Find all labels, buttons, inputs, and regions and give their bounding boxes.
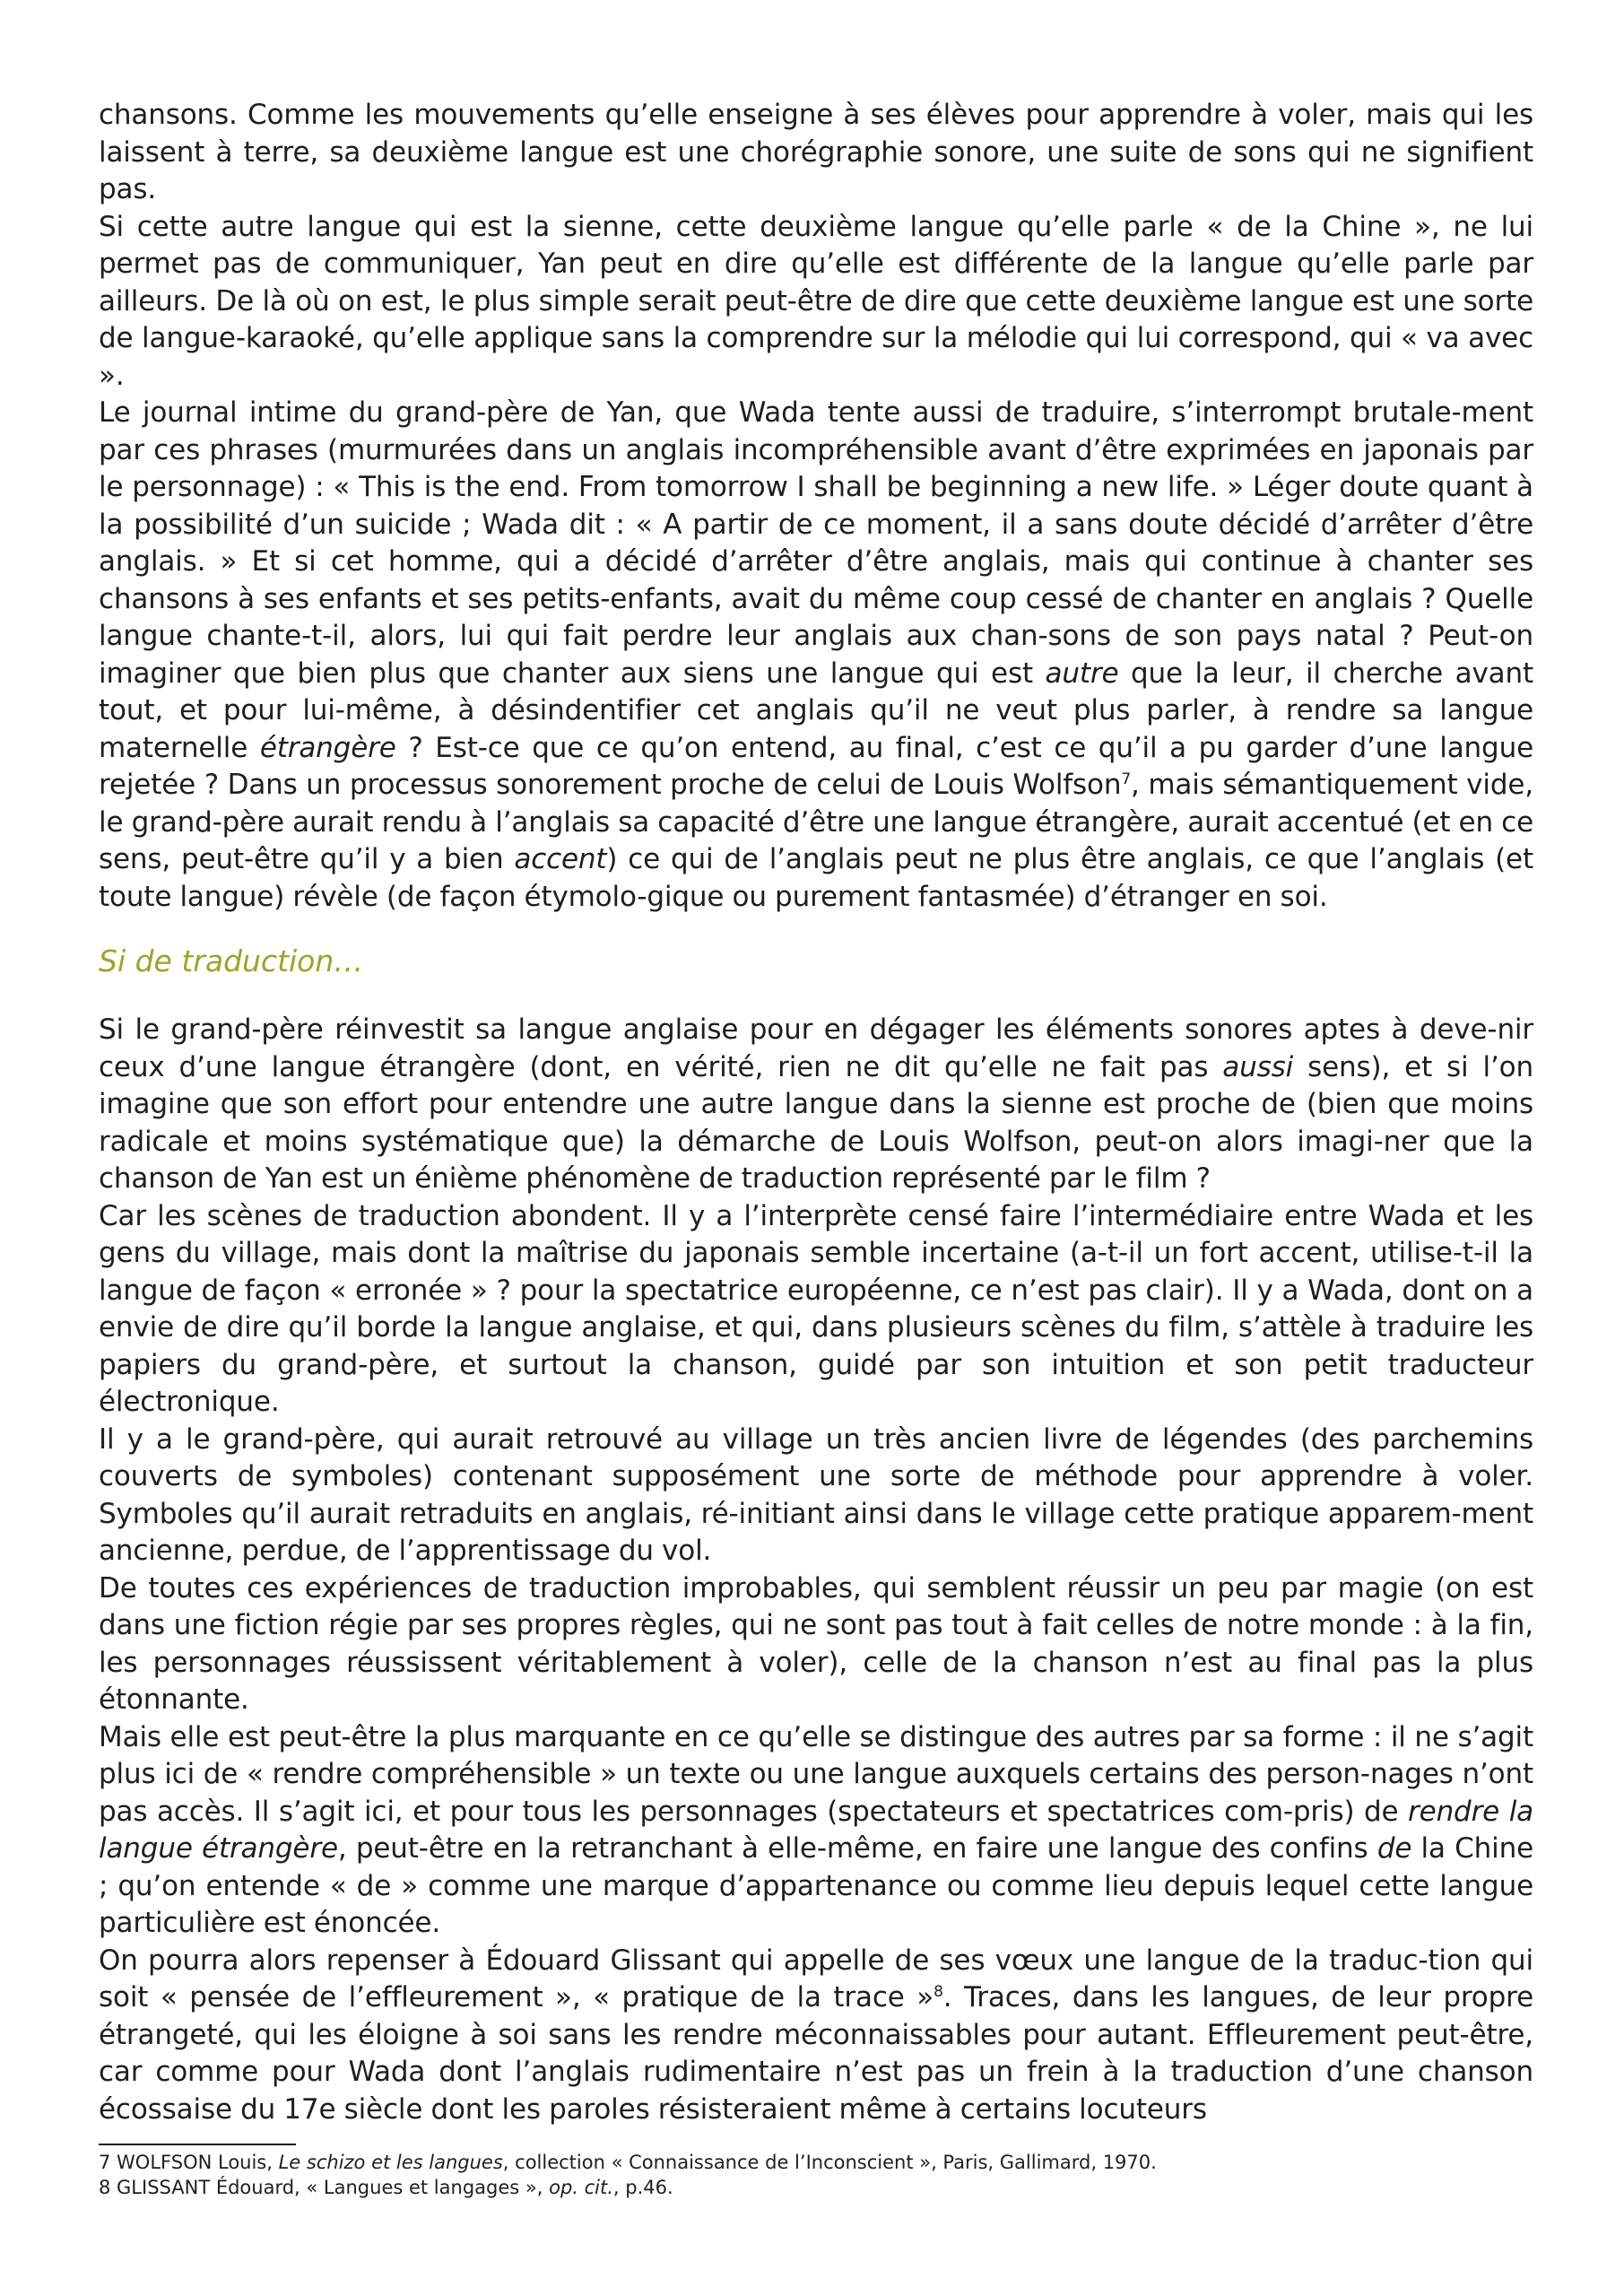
text-run: que la leur, il cherche avant tout, et pour lui-même, à désindentifier cet anglais qu’il ne veut plus parler, à rendre sa langue maternelle <box>99 657 1533 764</box>
paragraph <box>99 1719 1533 1943</box>
emphasis: autre <box>1045 657 1119 690</box>
paragraph <box>99 1012 1533 1198</box>
footnote-ref: 7 <box>1121 770 1132 788</box>
footnote-separator <box>99 2144 296 2145</box>
paragraph: Il y a le grand-père, qui aurait retrouvé au village un très ancien livre de légendes (des parchemins couverts de symboles) contenant supposément une sorte de méthode pour apprendre à voler. Symboles qu’il aurait retraduits en anglais, ré-initiant ainsi dans le village cette pratique apparem-ment ancienne, perdue, de l’apprentissage du vol. <box>99 1422 1533 1567</box>
text-run: Le journal intime du grand-père de Yan, que Wada tente aussi de traduire, s’interrompt brutale-ment par ces phrases (murmurées dans un anglais incompréhensible avant d’être exprimées en japonais par le personnage) : « This is the end. From tomorrow I shall be beginning a new life. » Léger doute quant à la possibilité d’un suicide ; Wada dit : « A partir de ce moment, il a sans doute décidé d’arrêter d’être anglais. » Et si cet homme, qui a décidé d’arrêter d’être anglais, mais qui continue à chanter ses chansons à ses enfants et ses petits-enfants, avait du même coup cessé de chanter en anglais ? Quelle langue chante-t-il, alors, lui qui fait perdre leur anglais aux chan-sons de son pays natal ? Peut-on imaginer que bien plus que chanter aux siens une langue qui est <box>99 396 1533 690</box>
text-run: sens), et si l’on imagine que son effort pour entendre une autre langue dans la sienne est proche de (bien que moins radicale et moins systématique que) la démarche de Louis Wolfson, peut-on alors imagi-ner que la chanson de Yan est un énième phénomène de traduction représenté par le film ? <box>99 1050 1533 1195</box>
paragraph <box>99 395 1533 916</box>
footnote-8 <box>99 2175 1533 2200</box>
text-run: 7 WOLFSON Louis, <box>99 2152 279 2173</box>
text-run: 8 GLISSANT Édouard, « Langues et langages », <box>99 2177 550 2198</box>
paragraph: Si cette autre langue qui est la sienne, cette deuxième langue qu’elle parle « de la Chine », ne lui permet pas de communiquer, Yan peut en dire qu’elle est différente de la langue qu’elle parle par ailleurs. De là où on est, le plus simple serait peut-être de dire que cette deuxième langue est une sorte de langue-karaoké, qu’elle applique sans la comprendre sur la mélodie qui lui correspond, qui « va avec ». <box>99 210 1533 392</box>
text-run: , peut-être en la retranchant à elle-même, en faire une langue des confins <box>337 1832 1377 1865</box>
emphasis: rendre la langue étrangère <box>99 1795 1533 1865</box>
text-run: la Chine ; qu’on entende « de » comme une marque d’appartenance ou comme lieu depuis lequel cette langue particulière est énoncée. <box>99 1832 1534 1939</box>
footnotes <box>99 2150 1533 2200</box>
emphasis: Le schizo et les langues <box>278 2152 503 2173</box>
text-run: Mais elle est peut-être la plus marquante en ce qu’elle se distingue des autres par sa forme : il ne s’agit plus ici de « rendre compréhensible » un texte ou une langue auxquels certains des person-nages n’ont pas accès. Il s’agit ici, et pour tous les personnages (spectateurs et spectatrices com-pris) de <box>99 1720 1533 1828</box>
document-body <box>99 97 1533 2128</box>
paragraph <box>99 1943 1533 2129</box>
paragraph: chansons. Comme les mouvements qu’elle enseigne à ses élèves pour apprendre à voler, mais qui les laissent à terre, sa deuxième langue est une chorégraphie sonore, une suite de sons qui ne signifient pas. <box>99 99 1533 205</box>
footnote-7 <box>99 2150 1533 2175</box>
text-run: , collection « Connaissance de l’Inconscient », Paris, Gallimard, 1970. <box>502 2152 1157 2173</box>
footnote-ref: 8 <box>934 1983 943 2001</box>
section-heading: Si de traduction… <box>99 944 364 978</box>
paragraph: Car les scènes de traduction abondent. Il y a l’interprète censé faire l’intermédiaire entre Wada et les gens du village, mais dont la maîtrise du japonais semble incertaine (a-t-il un fort accent, utilise-t-il la langue de façon « erronée » ? pour la spectatrice européenne, ce n’est pas clair). Il y a Wada, dont on a envie de dire qu’il borde la langue anglaise, et qui, dans plusieurs scènes du film, s’attèle à traduire les papiers du grand-père, et surtout la chanson, guidé par son intuition et son petit traducteur électronique. <box>99 1199 1533 1418</box>
text-run: ? Est-ce que ce qu’on entend, au final, c’est ce qu’il a pu garder d’une langue rejetée ? Dans un processus sonorement proche de celui de Louis Wolfson <box>99 731 1534 801</box>
text-run: , mais sémantiquement vide, le grand-père aurait rendu à l’anglais sa capacité d’être une langue étrangère, aurait accentué (et en ce sens, peut-être qu’il y a bien <box>99 769 1533 875</box>
paragraph: De toutes ces expériences de traduction improbables, qui semblent réussir un peu par magie (on est dans une fiction régie par ses propres règles, qui ne sont pas tout à fait celles de notre monde : à la fin, les personnages réussissent véritablement à voler), celle de la chanson n’est au final pas la plus étonnante. <box>99 1571 1533 1716</box>
text-run: Si le grand-père réinvestit sa langue anglaise pour en dégager les éléments sonores aptes à deve-nir ceux d’une langue étrangère (dont, en vérité, rien ne dit qu’elle ne fait pas <box>99 1013 1533 1083</box>
text-run: ) ce qui de l’anglais peut ne plus être anglais, ce que l’anglais (et toute langue) révèle (de façon étymolo-gique ou purement fantasmée) d’étranger en soi. <box>99 843 1533 913</box>
text-run: . Traces, dans les langues, de leur propre étrangeté, qui les éloigne à soi sans les rendre méconnaissables pour autant. Effleurement peut-être, car comme pour Wada dont l’anglais rudimentaire n’est pas un frein à la traduction d’une chanson écossaise du 17e siècle dont les paroles résisteraient même à certains locuteurs <box>99 1981 1533 2126</box>
emphasis: de <box>1376 1832 1412 1865</box>
emphasis: aussi <box>1222 1050 1294 1083</box>
text-run: On pourra alors repenser à Édouard Glissant qui appelle de ses vœux une langue de la traduc-tion qui soit « pensée de l’effleurement », « pratique de la trace » <box>99 1944 1533 2013</box>
text-run: , p.46. <box>612 2177 673 2198</box>
emphasis: accent <box>514 843 607 875</box>
emphasis: op. cit. <box>549 2177 613 2198</box>
emphasis: étrangère <box>259 731 396 764</box>
